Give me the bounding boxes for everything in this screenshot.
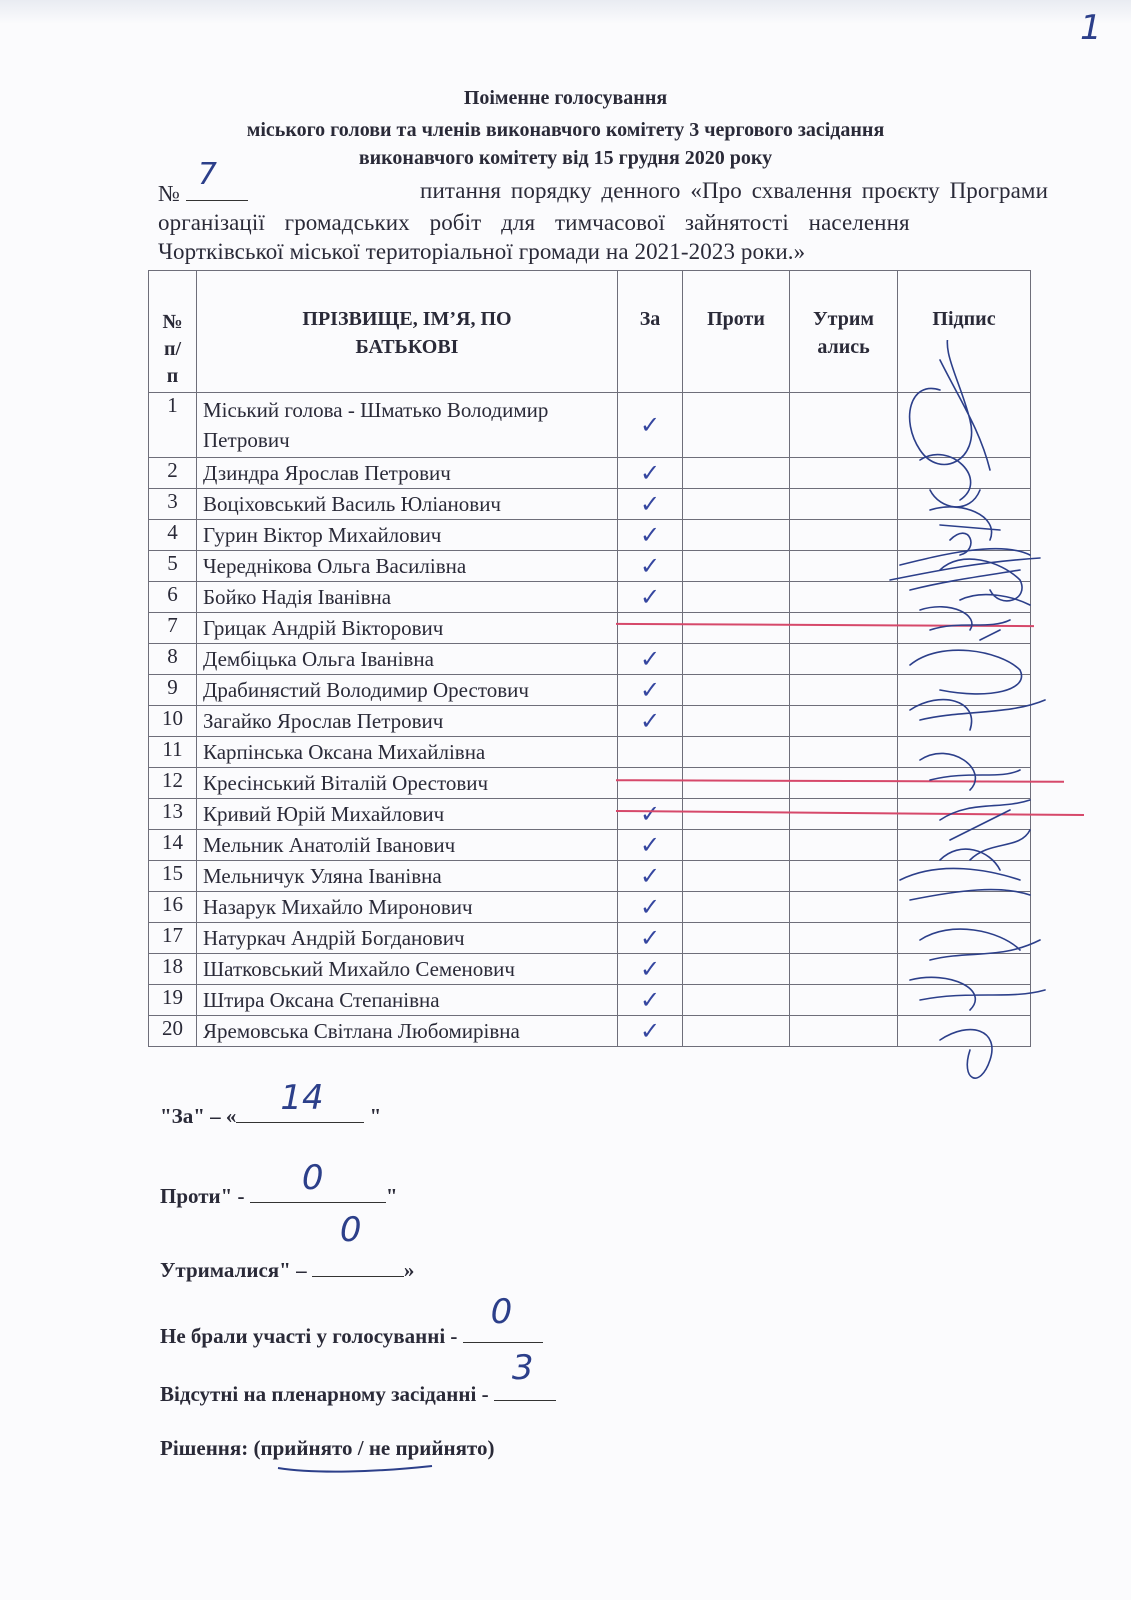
vote-for-cell (618, 923, 683, 954)
member-name: Міський голова - Шматько Володимир Петрович (197, 393, 618, 458)
vote-for-cell (618, 675, 683, 706)
vote-for-cell (618, 892, 683, 923)
summary-against-label: Проти" - (160, 1184, 250, 1208)
header-for: За (618, 271, 683, 393)
summary-not-voted-field (463, 1292, 543, 1343)
signatures-drawing (880, 340, 1060, 1120)
row-number: 13 (149, 799, 197, 830)
member-name: Натуркач Андрій Богданович (197, 923, 618, 954)
vote-for-cell (618, 737, 683, 768)
vote-against-cell (683, 923, 790, 954)
number-sign (158, 157, 248, 208)
question-number-field (186, 157, 248, 201)
check-mark-icon: ✓ (639, 800, 661, 828)
check-mark-icon: ✓ (639, 552, 661, 580)
vote-for-cell (618, 861, 683, 892)
summary-for-value: 14 (280, 1078, 324, 1118)
check-mark-icon: ✓ (639, 459, 661, 487)
row-number: 7 (149, 613, 197, 644)
summary-abstained-value: 0 (339, 1210, 362, 1250)
vote-for-cell (618, 582, 683, 613)
member-name: Дембіцька Ольга Іванівна (197, 644, 618, 675)
row-number: 4 (149, 520, 197, 551)
vote-against-cell (683, 551, 790, 582)
check-mark-icon: ✓ (639, 986, 661, 1014)
vote-for-cell (618, 768, 683, 799)
vote-against-cell (683, 675, 790, 706)
row-number: 3 (149, 489, 197, 520)
row-number: 5 (149, 551, 197, 582)
document-subtitle: міського голови та членів виконавчого комітету 3 чергового засідання (246, 119, 885, 141)
row-number: 10 (149, 706, 197, 737)
row-number: 1 (149, 393, 197, 458)
member-name: Дзиндра Ярослав Петрович (197, 458, 618, 489)
row-number: 20 (149, 1016, 197, 1047)
summary-against-field (250, 1158, 386, 1203)
row-number: 11 (149, 737, 197, 768)
agenda-line-1-text: питання порядку денного «Про схвалення проєкту Програми (420, 178, 1048, 203)
vote-for-cell (618, 644, 683, 675)
vote-for-cell (618, 799, 683, 830)
member-name: Гурин Віктор Михайлович (197, 520, 618, 551)
member-name: Карпінська Оксана Михайлівна (197, 737, 618, 768)
check-mark-icon: ✓ (639, 521, 661, 549)
summary-for-field (236, 1078, 364, 1123)
check-mark-icon: ✓ (639, 645, 661, 673)
member-name: Штира Оксана Степанівна (197, 985, 618, 1016)
summary-not-voted (160, 1292, 543, 1349)
check-mark-icon: ✓ (639, 924, 661, 952)
check-mark-icon: ✓ (639, 583, 661, 611)
member-name: Мельник Анатолій Іванович (197, 830, 618, 861)
vote-against-cell (683, 954, 790, 985)
summary-against-value: 0 (301, 1158, 324, 1198)
member-name: Мельничук Уляна Іванівна (197, 861, 618, 892)
check-mark-icon: ✓ (639, 862, 661, 890)
vote-against-cell (683, 799, 790, 830)
member-name: Назарук Михайло Миронович (197, 892, 618, 923)
vote-for-cell (618, 458, 683, 489)
summary-for (160, 1078, 382, 1129)
number-prefix: № (158, 181, 181, 206)
summary-abstained (160, 1210, 415, 1283)
check-mark-icon: ✓ (639, 893, 661, 921)
vote-for-cell (618, 954, 683, 985)
row-number: 15 (149, 861, 197, 892)
row-number: 8 (149, 644, 197, 675)
vote-for-cell (618, 551, 683, 582)
member-name: Драбинястий Володимир Орестович (197, 675, 618, 706)
row-number: 17 (149, 923, 197, 954)
scan-top-edge (0, 0, 1131, 24)
member-name: Кривий Юрій Михайлович (197, 799, 618, 830)
header-signature: Підпис (898, 271, 1031, 393)
row-number: 18 (149, 954, 197, 985)
member-name: Воціховський Василь Юліанович (197, 489, 618, 520)
meeting-date-line: виконавчого комітету від 15 грудня 2020 року (358, 147, 773, 169)
summary-for-end: " (364, 1104, 382, 1128)
vote-for-cell (618, 985, 683, 1016)
summary-not-voted-value: 0 (490, 1292, 513, 1332)
row-number: 16 (149, 892, 197, 923)
member-name: Яремовська Світлана Любомирівна (197, 1016, 618, 1047)
vote-for-cell (618, 489, 683, 520)
row-number: 9 (149, 675, 197, 706)
summary-abstained-label: Утрималися" – (160, 1258, 312, 1282)
header-number: № п/ п (149, 271, 197, 393)
check-mark-icon: ✓ (639, 676, 661, 704)
vote-against-cell (683, 489, 790, 520)
row-number: 2 (149, 458, 197, 489)
vote-for-cell (618, 830, 683, 861)
vote-against-cell (683, 520, 790, 551)
vote-against-cell (683, 393, 790, 458)
header-name: ПРІЗВИЩЕ, ІМ’Я, ПО БАТЬКОВІ (197, 271, 618, 393)
check-mark-icon: ✓ (639, 411, 661, 439)
vote-against-cell (683, 861, 790, 892)
vote-for-cell (618, 613, 683, 644)
row-number: 12 (149, 768, 197, 799)
vote-against-cell (683, 985, 790, 1016)
summary-abstained-end: » (403, 1258, 415, 1282)
vote-for-cell (618, 1016, 683, 1047)
member-name: Кресінський Віталій Орестович (197, 768, 618, 799)
vote-against-cell (683, 706, 790, 737)
member-name: Бойко Надія Іванівна (197, 582, 618, 613)
row-number: 6 (149, 582, 197, 613)
vote-against-cell (683, 1016, 790, 1047)
vote-against-cell (683, 892, 790, 923)
vote-against-cell (683, 644, 790, 675)
vote-against-cell (683, 737, 790, 768)
check-mark-icon: ✓ (639, 1017, 661, 1045)
header-against: Проти (683, 271, 790, 393)
decision-underline (276, 1458, 436, 1478)
member-name: Череднікова Ольга Василівна (197, 551, 618, 582)
vote-against-cell (683, 458, 790, 489)
check-mark-icon: ✓ (639, 831, 661, 859)
summary-abstained-field (312, 1210, 404, 1277)
row-number: 14 (149, 830, 197, 861)
vote-against-cell (683, 830, 790, 861)
agenda-line-2: організації громадських робіт для тимчасової зайнятості населення (158, 210, 910, 235)
vote-against-cell (683, 768, 790, 799)
summary-against-end: " (385, 1184, 398, 1208)
summary-not-voted-label: Не брали участі у голосуванні - (160, 1324, 463, 1348)
check-mark-icon: ✓ (639, 707, 661, 735)
member-name: Грицак Андрій Вікторович (197, 613, 618, 644)
page-number: 1 (1080, 8, 1102, 48)
summary-for-label: "За" – « (160, 1104, 237, 1128)
agenda-line-3: Чортківської міської територіальної громади на 2021-2023 роки.» (158, 239, 806, 264)
row-number: 19 (149, 985, 197, 1016)
summary-decision-label: Рішення: (160, 1436, 254, 1460)
question-number: 7 (197, 157, 218, 192)
check-mark-icon: ✓ (639, 955, 661, 983)
member-name: Загайко Ярослав Петрович (197, 706, 618, 737)
summary-against (160, 1158, 398, 1209)
vote-against-cell (683, 613, 790, 644)
vote-against-cell (683, 582, 790, 613)
summary-absent-field (494, 1348, 556, 1401)
vote-for-cell (618, 393, 683, 458)
header-abstained: Утрим ались (790, 271, 898, 393)
document-title: Поіменне голосування (463, 87, 668, 109)
summary-absent-label: Відсутні на пленарному засіданні - (160, 1382, 494, 1406)
summary-absent (160, 1348, 556, 1407)
check-mark-icon: ✓ (639, 490, 661, 518)
vote-for-cell (618, 706, 683, 737)
member-name: Шатковський Михайло Семенович (197, 954, 618, 985)
summary-decision-options: (прийнято / не прийнято) (253, 1436, 495, 1460)
summary-absent-value: 3 (511, 1348, 534, 1388)
vote-for-cell (618, 520, 683, 551)
